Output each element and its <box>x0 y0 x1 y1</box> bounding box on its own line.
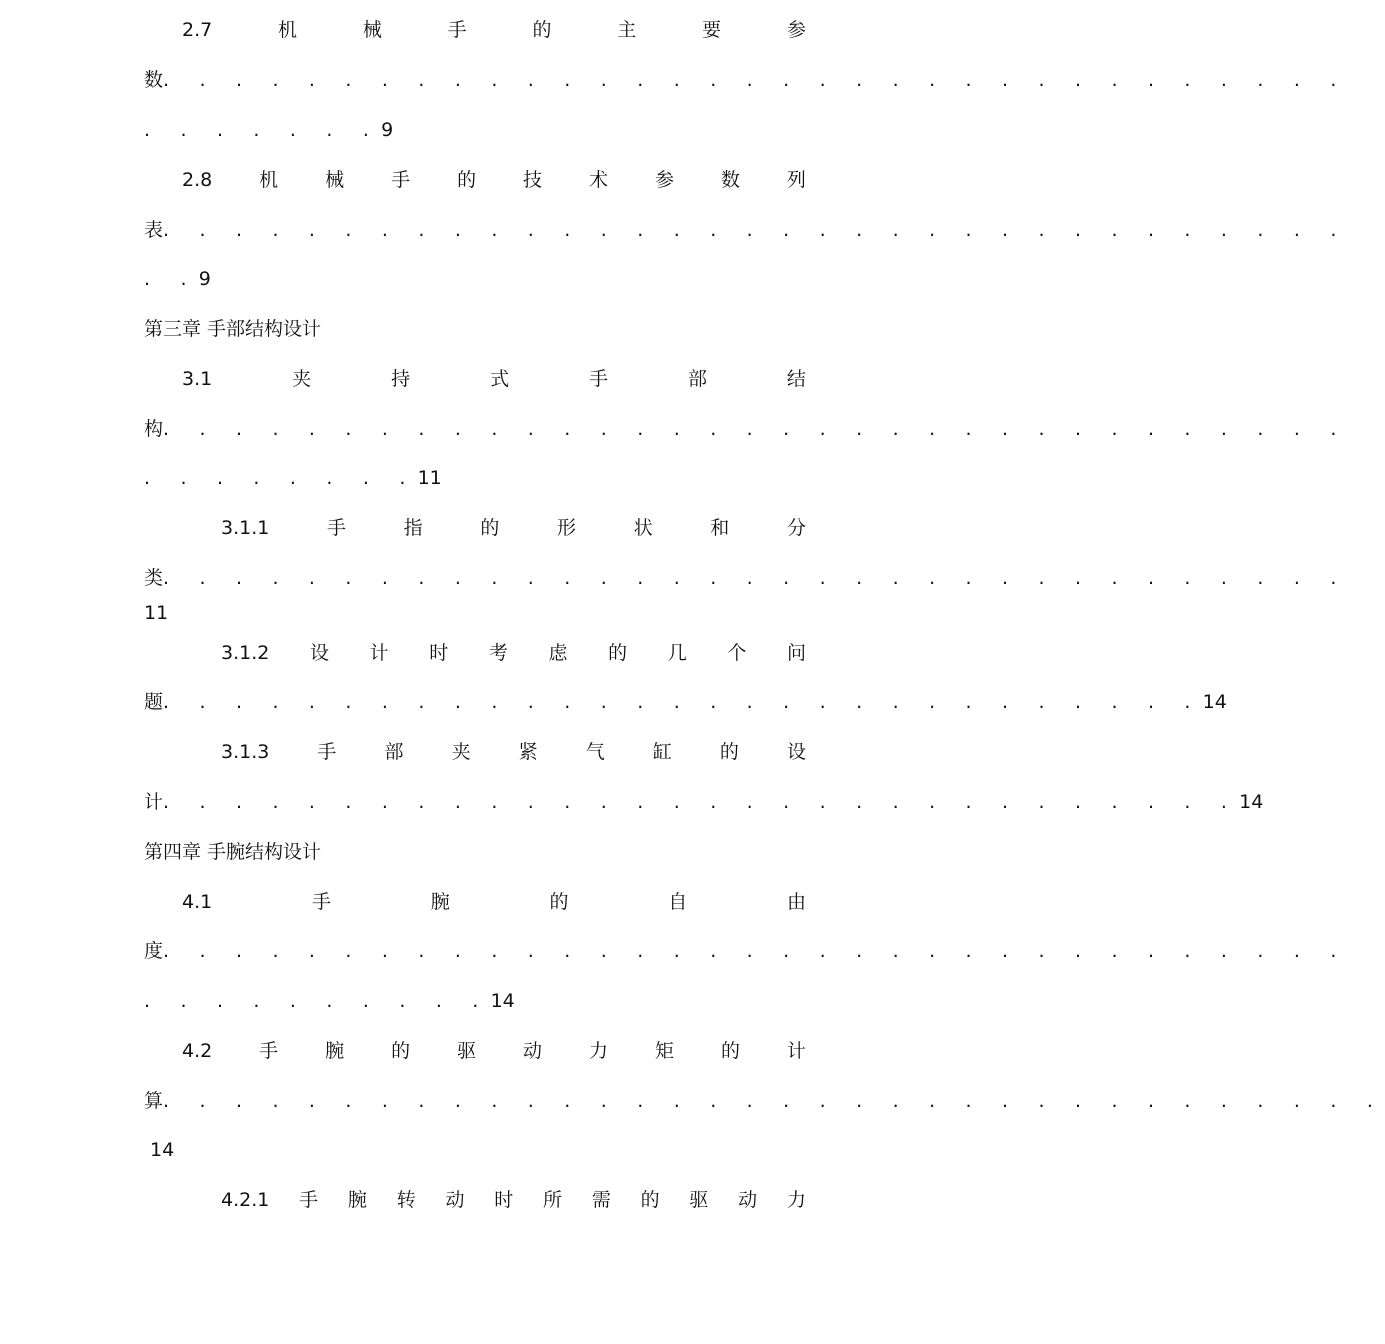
title-char: 的 <box>719 741 739 763</box>
section-number: 3.1.1 <box>221 517 270 539</box>
title-char: 参 <box>786 19 806 41</box>
title-char: 设 <box>786 741 806 763</box>
title-char: 问 <box>786 642 806 664</box>
title-char: 持 <box>391 368 411 390</box>
title-char: 自 <box>668 891 688 913</box>
dot-leader: . . . . . . . . . . . . . . . . . . . . . . . . . . . . . . . . . <box>163 567 1349 589</box>
title-char: 结 <box>786 368 806 390</box>
title-char: 夹 <box>451 741 471 763</box>
title-char: 时 <box>429 642 449 664</box>
page-number: 14 <box>1202 691 1227 713</box>
toc-entry-3-1-1-line1 <box>221 515 806 541</box>
title-char: 械 <box>362 19 382 41</box>
title-char: 数 <box>720 169 740 191</box>
toc-entry-3-1-line3 <box>144 465 806 491</box>
title-char: 的 <box>480 517 500 539</box>
toc-entry-4-1-line1 <box>182 889 806 915</box>
toc-entry-2-7-line2 <box>144 67 1349 93</box>
toc-entry-4-2-line1 <box>182 1038 806 1064</box>
title-char: 紧 <box>518 741 538 763</box>
chapter-heading-3: 第三章 手部结构设计 <box>144 318 322 340</box>
title-char: 计 <box>786 1040 806 1062</box>
title-char: 式 <box>490 368 510 390</box>
dot-leader: . . . . . . . . . . <box>144 990 491 1012</box>
dot-leader: . . . . . . . . . . . . . . . . . . . . . . . . . . . . . . . . . <box>163 940 1349 962</box>
dot-leader: . . . . . . . . . . . . . . . . . . . . . . . . . . . . . . . . . <box>163 69 1349 91</box>
title-char: 手 <box>259 1040 279 1062</box>
toc-entry-3-1-1-line3 <box>144 600 806 626</box>
title-char: 的 <box>391 1040 411 1062</box>
dot-leader: . . . . . . . <box>144 119 382 141</box>
title-char: 机 <box>259 169 279 191</box>
title-char: 要 <box>702 19 722 41</box>
title-char: 手 <box>317 741 337 763</box>
title-char: 动 <box>738 1189 758 1211</box>
title-char: 状 <box>633 517 653 539</box>
toc-entry-3-1-line1 <box>182 366 806 392</box>
dot-leader: . . . . . . . . . . . . . . . . . . . . . . . . . . . . . . . . . . <box>163 1090 1385 1112</box>
page-number: 11 <box>417 467 442 489</box>
title-char: 主 <box>617 19 637 41</box>
title-char: 动 <box>445 1189 465 1211</box>
title-char: 指 <box>403 517 423 539</box>
title-char: 械 <box>325 169 345 191</box>
title-char: 动 <box>523 1040 543 1062</box>
toc-entry-2-8-line3 <box>144 266 806 292</box>
title-char: 题 <box>144 691 164 713</box>
title-char: 表 <box>144 219 164 241</box>
toc-entry-4-2-1-line1 <box>221 1187 806 1213</box>
title-char: 计 <box>144 791 164 813</box>
title-char: 腕 <box>325 1040 345 1062</box>
title-char: 设 <box>309 642 329 664</box>
title-char: 技 <box>523 169 543 191</box>
title-char: 计 <box>369 642 389 664</box>
title-char: 需 <box>591 1189 611 1211</box>
title-char: 夹 <box>292 368 312 390</box>
title-char: 的 <box>608 642 628 664</box>
title-char: 几 <box>667 642 687 664</box>
toc-entry-4-1-line2 <box>144 938 1349 964</box>
title-char: 机 <box>278 19 298 41</box>
dot-leader: . . . . . . . . . . . . . . . . . . . . . . . . . . . . . <box>163 691 1203 713</box>
title-char: 驱 <box>457 1040 477 1062</box>
page-number: 11 <box>144 602 169 624</box>
dot-leader: . . . . . . . . . . . . . . . . . . . . . . . . . . . . . . . . . <box>163 418 1349 440</box>
title-char: 时 <box>494 1189 514 1211</box>
title-char: 列 <box>786 169 806 191</box>
toc-entry-2-7-line1 <box>182 17 806 43</box>
toc-entry-4-2-line3 <box>150 1137 812 1163</box>
title-char: 手 <box>589 368 609 390</box>
title-char: 和 <box>710 517 730 539</box>
toc-entry-2-8-line2 <box>144 217 1349 243</box>
toc-entry-3-1-2-line2 <box>144 689 1227 715</box>
title-char: 的 <box>549 891 569 913</box>
section-number: 3.1.2 <box>221 642 270 664</box>
title-char: 手 <box>311 891 331 913</box>
page-number: 9 <box>198 268 211 290</box>
section-number: 3.1.3 <box>221 741 270 763</box>
title-char: 气 <box>585 741 605 763</box>
title-char: 腕 <box>430 891 450 913</box>
title-char: 虑 <box>548 642 568 664</box>
toc-entry-3-1-1-line2 <box>144 565 1349 591</box>
title-char: 缸 <box>652 741 672 763</box>
dot-leader: . . . . . . . . <box>144 467 418 489</box>
section-number: 3.1 <box>182 368 213 390</box>
page-number: 9 <box>381 119 394 141</box>
title-char: 数 <box>144 69 164 91</box>
title-char: 参 <box>654 169 674 191</box>
title-char: 手 <box>299 1189 319 1211</box>
toc-entry-2-7-line3 <box>144 117 806 143</box>
title-char: 的 <box>640 1189 660 1211</box>
title-char: 分 <box>786 517 806 539</box>
toc-entry-4-1-line3 <box>144 988 806 1014</box>
title-char: 形 <box>556 517 576 539</box>
page-number: 14 <box>150 1139 175 1161</box>
title-char: 手 <box>447 19 467 41</box>
title-char: 驱 <box>689 1189 709 1211</box>
title-char: 部 <box>687 368 707 390</box>
toc-entry-4-2-line2 <box>144 1088 1385 1114</box>
title-char: 算 <box>144 1090 164 1112</box>
title-char: 的 <box>720 1040 740 1062</box>
toc-entry-3-1-2-line1 <box>221 640 806 666</box>
title-char: 类 <box>144 567 164 589</box>
title-char: 个 <box>727 642 747 664</box>
title-char: 力 <box>589 1040 609 1062</box>
chapter-heading-4: 第四章 手腕结构设计 <box>144 841 322 863</box>
title-char: 的 <box>532 19 552 41</box>
page-number: 14 <box>1239 791 1264 813</box>
title-char: 由 <box>786 891 806 913</box>
title-char: 手 <box>391 169 411 191</box>
title-char: 力 <box>786 1189 806 1211</box>
title-char: 构 <box>144 418 164 440</box>
section-number: 4.2 <box>182 1040 213 1062</box>
section-number: 4.1 <box>182 891 213 913</box>
section-number: 2.7 <box>182 19 213 41</box>
title-char: 矩 <box>654 1040 674 1062</box>
page-number: 14 <box>490 990 515 1012</box>
title-char: 腕 <box>347 1189 367 1211</box>
section-number: 2.8 <box>182 169 213 191</box>
dot-leader: . . <box>144 268 199 290</box>
toc-entry-3-1-line2 <box>144 416 1349 442</box>
section-number: 4.2.1 <box>221 1189 270 1211</box>
title-char: 术 <box>589 169 609 191</box>
title-char: 转 <box>396 1189 416 1211</box>
toc-entry-3-1-3-line1 <box>221 739 806 765</box>
dot-leader: . . . . . . . . . . . . . . . . . . . . . . . . . . . . . . . . . <box>163 219 1349 241</box>
title-char: 度 <box>144 940 164 962</box>
toc-entry-2-8-line1 <box>182 167 806 193</box>
title-char: 手 <box>327 517 347 539</box>
title-char: 部 <box>384 741 404 763</box>
dot-leader: . . . . . . . . . . . . . . . . . . . . . . . . . . . . . . <box>163 791 1240 813</box>
toc-entry-3-1-3-line2 <box>144 789 1264 815</box>
title-char: 的 <box>457 169 477 191</box>
title-char: 所 <box>543 1189 563 1211</box>
title-char: 考 <box>488 642 508 664</box>
